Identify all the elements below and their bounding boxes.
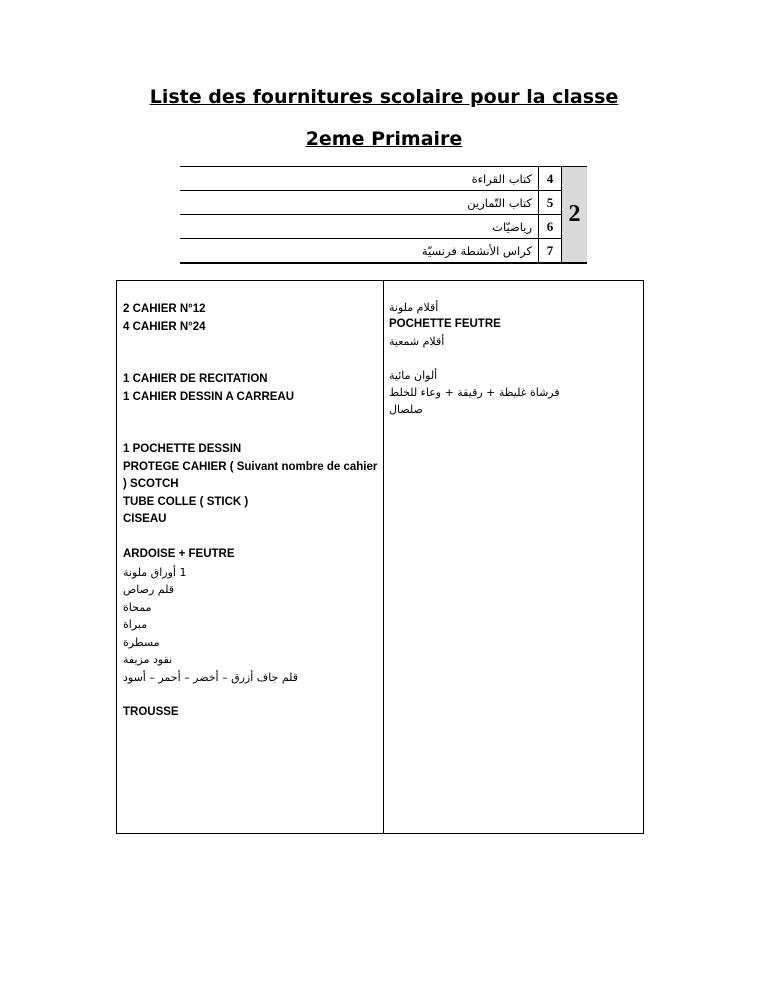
book-number: 4 xyxy=(539,167,562,191)
supplies-right-column xyxy=(389,299,639,418)
column-divider xyxy=(383,281,384,833)
book-name: كتاب القراءة xyxy=(180,167,539,191)
list-item: 1 CAHIER DESSIN A CARREAU xyxy=(123,390,295,403)
list-item: ألوان مائية xyxy=(389,369,438,382)
list-item: CISEAU xyxy=(123,513,167,525)
list-item: 1 أوراق ملونة xyxy=(123,565,187,579)
list-item: POCHETTE FEUTRE xyxy=(389,318,501,330)
list-item: مبراة xyxy=(123,618,148,631)
list-item: ARDOISE + FEUTRE xyxy=(123,548,235,560)
list-item: TROUSSE xyxy=(123,705,179,718)
books-table xyxy=(180,166,587,264)
list-item: 4 CAHIER N°24 xyxy=(123,320,206,333)
list-item: ممحاة xyxy=(123,600,152,614)
list-item: أقلام ملونة xyxy=(389,301,439,314)
supplies-box xyxy=(116,280,644,834)
book-number: 5 xyxy=(539,191,562,215)
list-item: مسطرة xyxy=(123,635,160,649)
list-item: قلم جاف أزرق – أخضر – أحمر – أسود xyxy=(123,670,299,684)
list-item: 2 CAHIER N°12 xyxy=(123,303,206,315)
table-row xyxy=(180,191,587,215)
page-title: Liste des fournitures scolaire pour la classe xyxy=(149,86,619,108)
book-number: 7 xyxy=(539,239,562,264)
book-name: رياضيّات xyxy=(180,215,539,239)
level-cell: 2 xyxy=(562,167,588,264)
book-name: كراس الأنشطة فرنسيّة xyxy=(180,239,539,264)
list-item: 1 CAHIER DE RECITATION xyxy=(123,373,268,385)
supplies-left-column xyxy=(123,301,378,721)
table-row xyxy=(180,239,587,264)
list-item: نقود مزيفة xyxy=(123,653,173,666)
list-item: PROTEGE CAHIER ( Suivant nombre de cahier ) SCOTCH xyxy=(123,460,378,490)
list-item: فرشاة غليظة + رقيقة + وعاء للخلط xyxy=(389,386,560,399)
book-name: كتاب التّمارين xyxy=(180,191,539,215)
page-subtitle: 2eme Primaire xyxy=(305,128,463,150)
list-item: قلم رصاص xyxy=(123,583,175,596)
table-row xyxy=(180,167,587,191)
list-item: صلصال xyxy=(389,403,423,416)
list-item: 1 POCHETTE DESSIN xyxy=(123,443,242,455)
table-row xyxy=(180,215,587,239)
list-item: TUBE COLLE ( STICK ) xyxy=(123,495,249,508)
book-number: 6 xyxy=(539,215,562,239)
list-item: أقلام شمعية xyxy=(389,335,445,348)
